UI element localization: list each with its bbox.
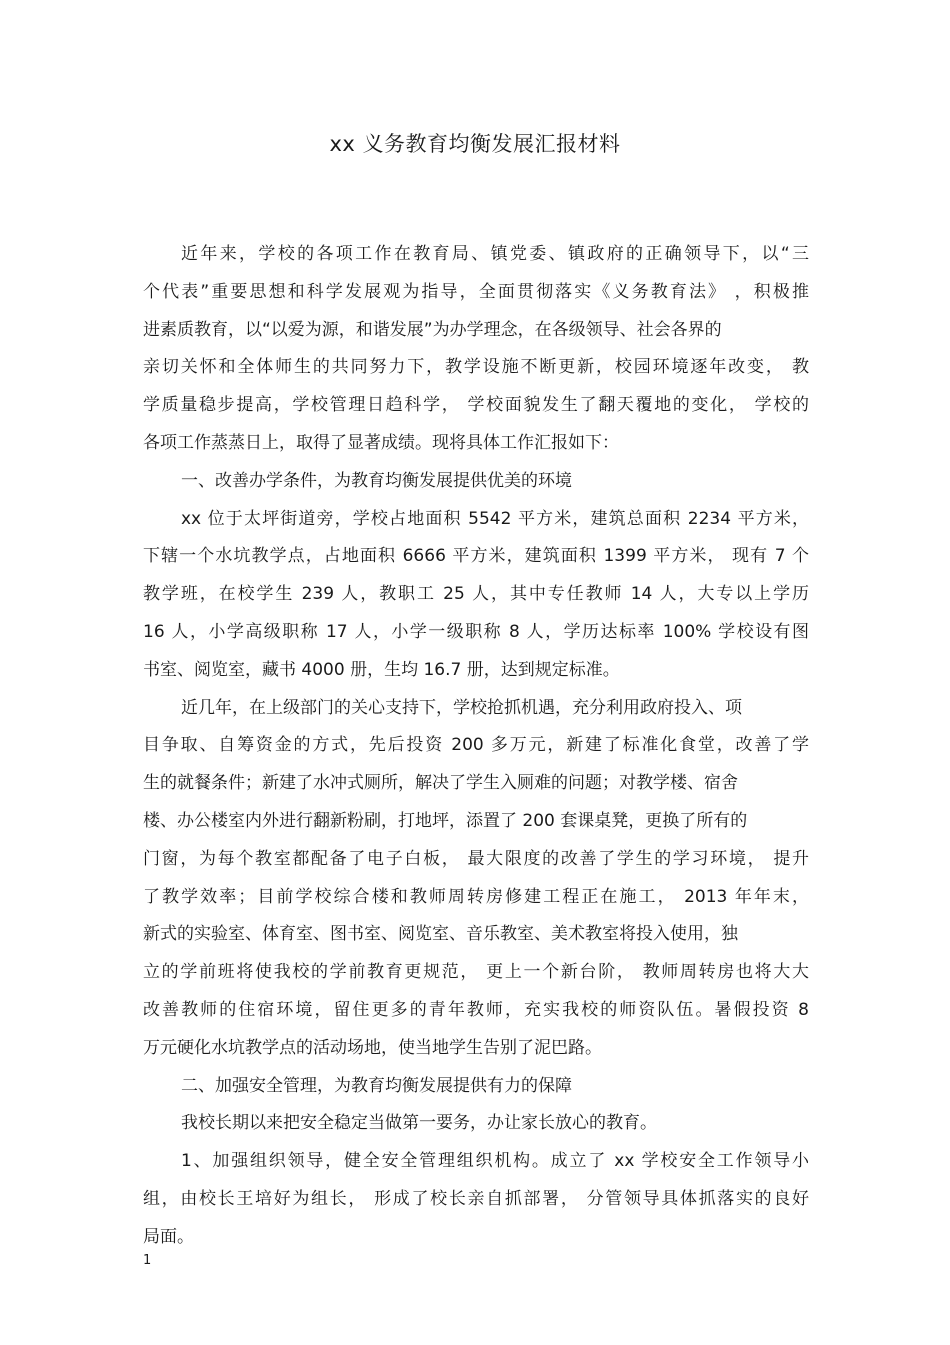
text-line: 楼、办公楼室内外进行翻新粉刷，打地坪，添置了 200 套课桌凳，更换了所有的 (143, 810, 748, 831)
text-line: 各项工作蒸蒸日上，取得了显著成绩。现将具体工作汇报如下： (143, 432, 619, 453)
document-title: xx 义务教育均衡发展汇报材料 (329, 132, 621, 156)
text-line: 个代表”重要思想和科学发展观为指导，全面贯彻落实《义务教育法》 ，积极推 (143, 281, 809, 302)
text-line: 立的学前班将使我校的学前教育更规范， 更上一个新台阶， 教师周转房也将大大 (143, 962, 809, 983)
text-line: 生的就餐条件；新建了水冲式厕所，解决了学生入厕难的问题；对教学楼、宿舍 (143, 773, 738, 794)
text-line: 1、加强组织领导，健全安全管理组织机构。成立了 xx 学校安全工作领导小 (181, 1151, 809, 1172)
page-number: 1 (143, 1253, 152, 1268)
text-line: 下辖一个水坑教学点，占地面积 6666 平方米，建筑面积 1399 平方米， 现有 7 个 (143, 546, 809, 567)
text-line: 进素质教育，以“以爱为源，和谐发展”为办学理念，在各级领导、社会各界的 (143, 319, 722, 340)
text-line: 教学班，在校学生 239 人，教职工 25 人，其中专任教师 14 人，大专以上学历 (143, 584, 809, 605)
text-line: 改善教师的住宿环境，留住更多的青年教师，充实我校的师资队伍。暑假投资 8 (143, 999, 809, 1020)
text-line: 万元硬化水坑教学点的活动场地，使当地学生告别了泥巴路。 (143, 1037, 602, 1058)
text-line: 近几年，在上级部门的关心支持下，学校抢抓机遇，充分利用政府投入、项 (181, 697, 742, 718)
text-line: 二、加强安全管理，为教育均衡发展提供有力的保障 (181, 1075, 572, 1096)
text-line: 书室、阅览室，藏书 4000 册，生均 16.7 册，达到规定标准。 (143, 659, 620, 680)
text-line: 新式的实验室、体育室、图书室、阅览室、音乐教室、美术教室将投入使用，独 (143, 924, 738, 945)
text-line: 组，由校长王培好为组长， 形成了校长亲自抓部署， 分管领导具体抓落实的良好 (143, 1188, 809, 1209)
text-line: 了教学效率；目前学校综合楼和教师周转房修建工程正在施工， 2013 年年末， (143, 886, 809, 907)
text-line: 近年来，学校的各项工作在教育局、镇党委、镇政府的正确领导下，以“三 (181, 244, 809, 264)
text-line: 亲切关怀和全体师生的共同努力下，教学设施不断更新，校园环境逐年改变， 教 (143, 357, 809, 378)
text-line: 学质量稳步提高，学校管理日趋科学， 学校面貌发生了翻天覆地的变化， 学校的 (143, 395, 809, 416)
text-line: xx 位于太坪街道旁，学校占地面积 5542 平方米，建筑总面积 2234 平方米， (181, 508, 809, 529)
text-line: 局面。 (143, 1226, 194, 1247)
text-line: 16 人，小学高级职称 17 人，小学一级职称 8 人，学历达标率 100% 学校设有图 (143, 621, 809, 642)
text-line: 一、改善办学条件，为教育均衡发展提供优美的环境 (181, 470, 572, 491)
document-body (143, 236, 809, 1257)
text-line: 目争取、自筹资金的方式，先后投资 200 多万元，新建了标准化食堂，改善了学 (143, 735, 809, 756)
text-line: 门窗，为每个教室都配备了电子白板， 最大限度的改善了学生的学习环境， 提升 (143, 848, 809, 869)
text-line: 我校长期以来把安全稳定当做第一要务，办让家长放心的教育。 (181, 1113, 657, 1134)
